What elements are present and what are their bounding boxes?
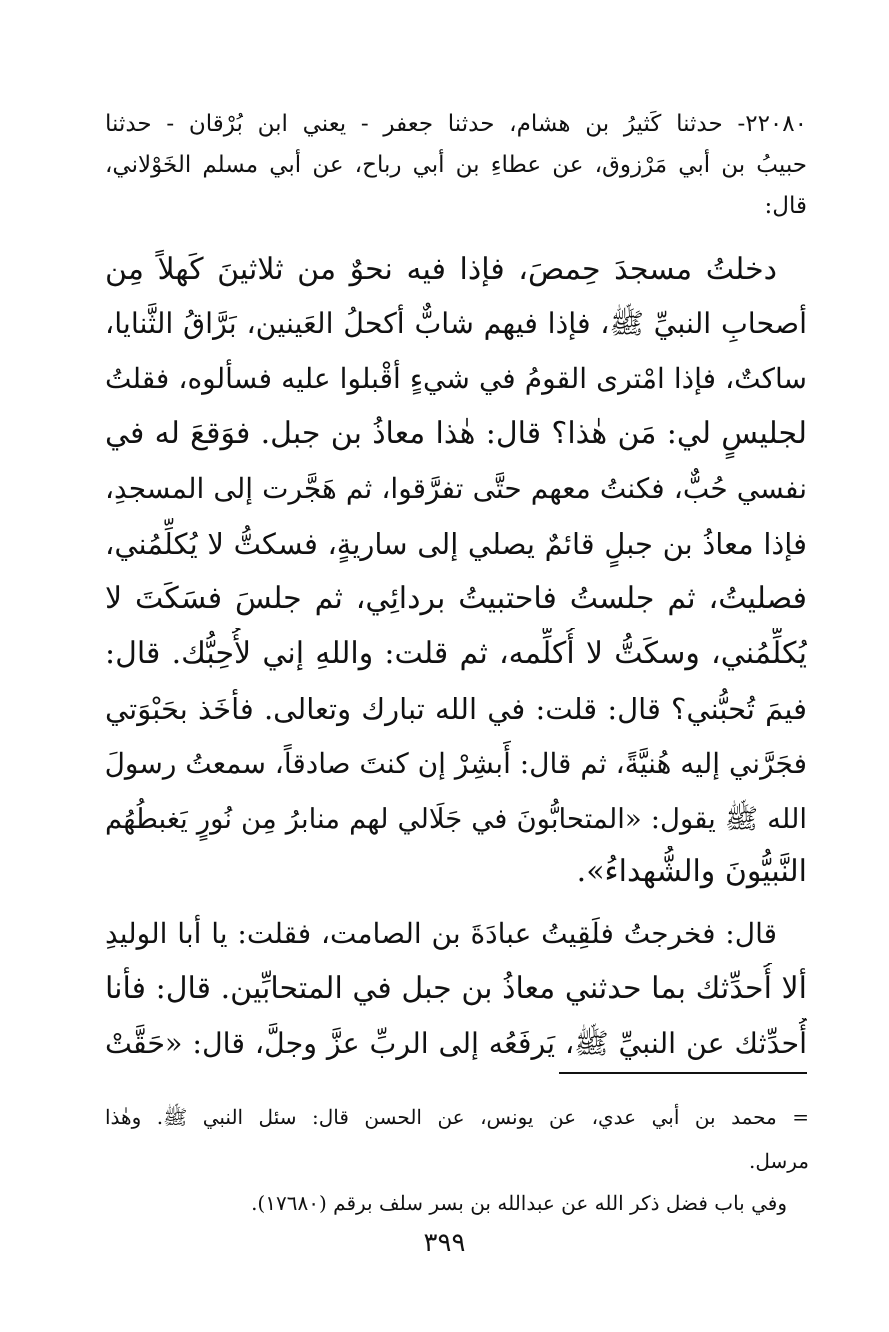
p1-line-3: ساكتٌ، فإذا امْترى القومُ في شيءٍ أقْبلوا عليه فسألوه، فقلتُ xyxy=(105,362,807,395)
intro-line-1: ٢٢٠٨٠- حدثنا كَثيرُ بن هشام، حدثنا جعفر - يعني ابن بُرْقان - حدثنا xyxy=(105,111,807,137)
p1-line-5: نفسي حُبٌّ، فكنتُ معهم حتَّى تفرَّقوا، ثم هَجَّرت إلى المسجدِ، xyxy=(105,472,807,505)
intro-line-2: حبيبُ بن أبي مَرْزوق، عن عطاءِ بن أبي رباح، عن أبي مسلم الخَوْلاني، xyxy=(105,152,807,178)
footnote-line-3: وفي باب فضل ذكر الله عن عبدالله بن بسر سلف برقم (١٧٦٨٠). xyxy=(251,1191,787,1215)
page-number: ٣٩٩ xyxy=(423,1228,466,1258)
p1-line-4: لجليسٍ لي: مَن هٰذا؟ قال: هٰذا معاذُ بن جبل. فوَقعَ له في xyxy=(105,416,807,451)
p2-line-1: قال: فخرجتُ فلَقِيتُ عبادَةَ بن الصامت، فقلت: يا أبا الوليدِ xyxy=(105,917,777,950)
p1-line-11: الله ﷺ يقول: «المتحابُّونَ في جَلَالي لهم منابرُ مِن نُورٍ يَغبطُهُم xyxy=(105,803,807,835)
p2-line-3: أُحدِّثك عن النبيِّ ﷺ، يَرفَعُه إلى الربِّ عزَّ وجلَّ، قال: «حَقَّتْ xyxy=(105,1027,807,1060)
intro-line-3: قال: xyxy=(764,193,807,219)
p1-line-6: فإذا معاذُ بن جبلٍ قائمٌ يصلي إلى ساريةٍ، فسكتُّ لا يُكلِّمُني، xyxy=(105,527,807,561)
footnote-line-1: = محمد بن أبي عدي، عن يونس، عن الحسن قال: سئل النبي ﷺ. وهٰذا xyxy=(105,1105,809,1129)
footnote-line-2: مرسل. xyxy=(748,1149,809,1173)
p1-line-9: فيمَ تُحبُّني؟ قال: قلت: في الله تبارك وتعالى. فأخَذ بحَبْوَتي xyxy=(105,692,807,726)
p1-line-1: دخلتُ مسجدَ حِمصَ، فإذا فيه نحوٌ من ثلاثينَ كَهلاً مِن xyxy=(105,252,777,287)
footnote-divider xyxy=(559,1072,807,1074)
p2-line-2: ألا أُحدِّثك بما حدثني معاذُ بن جبل في المتحابِّين. قال: فأنا xyxy=(105,971,807,1006)
p1-line-10: فجَرَّني إليه هُنيَّةً، ثم قال: أَبشِرْ إن كنتَ صادقاً، سمعتُ رسولَ xyxy=(105,747,807,780)
p1-line-12: النَّبيُّونَ والشُّهداءُ». xyxy=(576,854,807,889)
p1-line-2: أصحابِ النبيِّ ﷺ، فإذا فيهم شابٌّ أكحلُ العَينين، بَرَّاقُ الثَّنايا، xyxy=(105,307,807,340)
p1-line-8: يُكلِّمُني، وسكَتُّ لا أُكلِّمه، ثم قلت: واللهِ إني لأُحِبُّك. قال: xyxy=(105,636,807,671)
p1-line-7: فصليتُ، ثم جلستُ فاحتبيتُ بردائِي، ثم جلسَ فسَكَتَ لا xyxy=(105,581,807,616)
